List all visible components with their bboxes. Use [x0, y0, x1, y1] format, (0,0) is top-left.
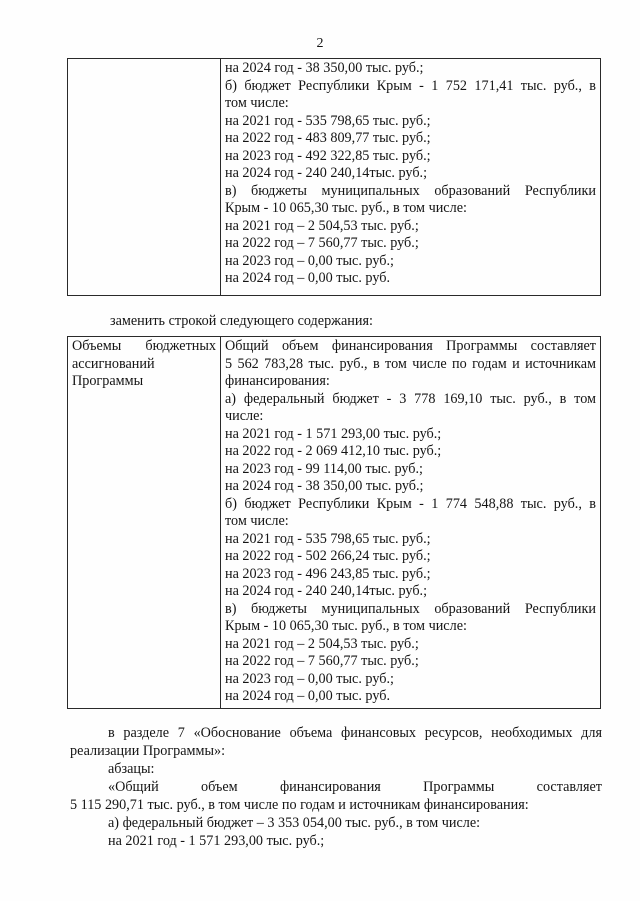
table-right-cell [221, 337, 601, 709]
table-line: на 2024 год - 240 240,14тыс. руб.; [225, 165, 428, 181]
table-line: на 2021 год - 535 798,65 тыс. руб.; [225, 530, 431, 547]
section7-line-3: абзацы: [108, 761, 155, 777]
table-line: на 2024 год - 38 350,00 тыс. руб.; [225, 60, 424, 76]
table-line: Крым - 10 065,30 тыс. руб., в том числе: [225, 618, 467, 634]
table-line: на 2022 год - 483 809,77 тыс. руб.; [225, 130, 431, 146]
table-left-cell [68, 59, 221, 296]
table-line: 5 562 783,28 тыс. руб., в том числе по годам и источникам [225, 355, 596, 372]
table-line: а) федеральный бюджет - 3 778 169,10 тыс. руб., в том [225, 390, 596, 407]
table-line: на 2023 год - 99 114,00 тыс. руб.; [225, 460, 423, 477]
section7-line-1: в разделе 7 «Обоснование объема финансовых ресурсов, необходимых для [108, 725, 602, 741]
section7-line-7: на 2021 год - 1 571 293,00 тыс. руб.; [108, 833, 325, 849]
table-line: Крым - 10 065,30 тыс. руб., в том числе: [225, 200, 467, 216]
table-row [68, 337, 601, 709]
table-line: на 2022 год - 2 069 412,10 тыс. руб.; [225, 443, 442, 459]
section7-line-6: а) федеральный бюджет – 3 353 054,00 тыс. руб., в том числе: [108, 815, 481, 831]
table-line: на 2022 год – 7 560,77 тыс. руб.; [225, 235, 419, 251]
table-line: на 2024 год - 38 350,00 тыс. руб.; [225, 478, 424, 494]
left-cell-line: Объемы бюджетных [72, 338, 216, 354]
table-row [68, 59, 601, 296]
funding-table-old [67, 58, 601, 296]
section7-line-5: 5 115 290,71 тыс. руб., в том числе по годам и источникам финансирования: [70, 797, 529, 813]
table-line: в) бюджеты муниципальных образований Республики [225, 182, 596, 199]
table-line: числе: [225, 408, 264, 424]
page-number: 2 [316, 36, 324, 51]
table-line: на 2022 год - 502 266,24 тыс. руб.; [225, 548, 431, 564]
table-line: том числе: [225, 513, 289, 529]
section7-line-4: «Общий объем финансирования Программы составляет [108, 779, 602, 795]
table-line: б) бюджет Республики Крым - 1 774 548,88 тыс. руб., в [225, 495, 596, 512]
table-line: на 2021 год – 2 504,53 тыс. руб.; [225, 635, 419, 652]
table-line: на 2021 год - 1 571 293,00 тыс. руб.; [225, 425, 442, 442]
table-line: на 2021 год - 535 798,65 тыс. руб.; [225, 112, 431, 129]
table-line: на 2022 год – 7 560,77 тыс. руб.; [225, 653, 419, 669]
table-line: в) бюджеты муниципальных образований Республики [225, 600, 596, 617]
left-cell-line: ассигнований [72, 355, 155, 372]
table-line: на 2021 год – 2 504,53 тыс. руб.; [225, 217, 419, 234]
table-line: на 2023 год – 0,00 тыс. руб.; [225, 252, 394, 269]
replace-intro: заменить строкой следующего содержания: [110, 313, 373, 329]
table-line: на 2024 год – 0,00 тыс. руб. [225, 688, 390, 704]
table-line: б) бюджет Республики Крым - 1 752 171,41 тыс. руб., в [225, 77, 596, 94]
table-line: финансирования: [225, 373, 330, 389]
table-line: на 2024 год – 0,00 тыс. руб. [225, 270, 390, 286]
table-line: том числе: [225, 95, 289, 111]
table-right-cell [221, 59, 601, 296]
table-left-cell [68, 337, 221, 709]
left-cell-line: Программы [72, 373, 144, 389]
table-line: на 2024 год - 240 240,14тыс. руб.; [225, 583, 428, 599]
table-line: на 2023 год – 0,00 тыс. руб.; [225, 670, 394, 687]
table-line: Общий объем финансирования Программы составляет [225, 338, 596, 354]
table-line: на 2023 год - 496 243,85 тыс. руб.; [225, 565, 431, 582]
funding-table-new [67, 336, 601, 709]
table-line: на 2023 год - 492 322,85 тыс. руб.; [225, 147, 431, 164]
section7-line-2: реализации Программы»: [70, 743, 226, 759]
